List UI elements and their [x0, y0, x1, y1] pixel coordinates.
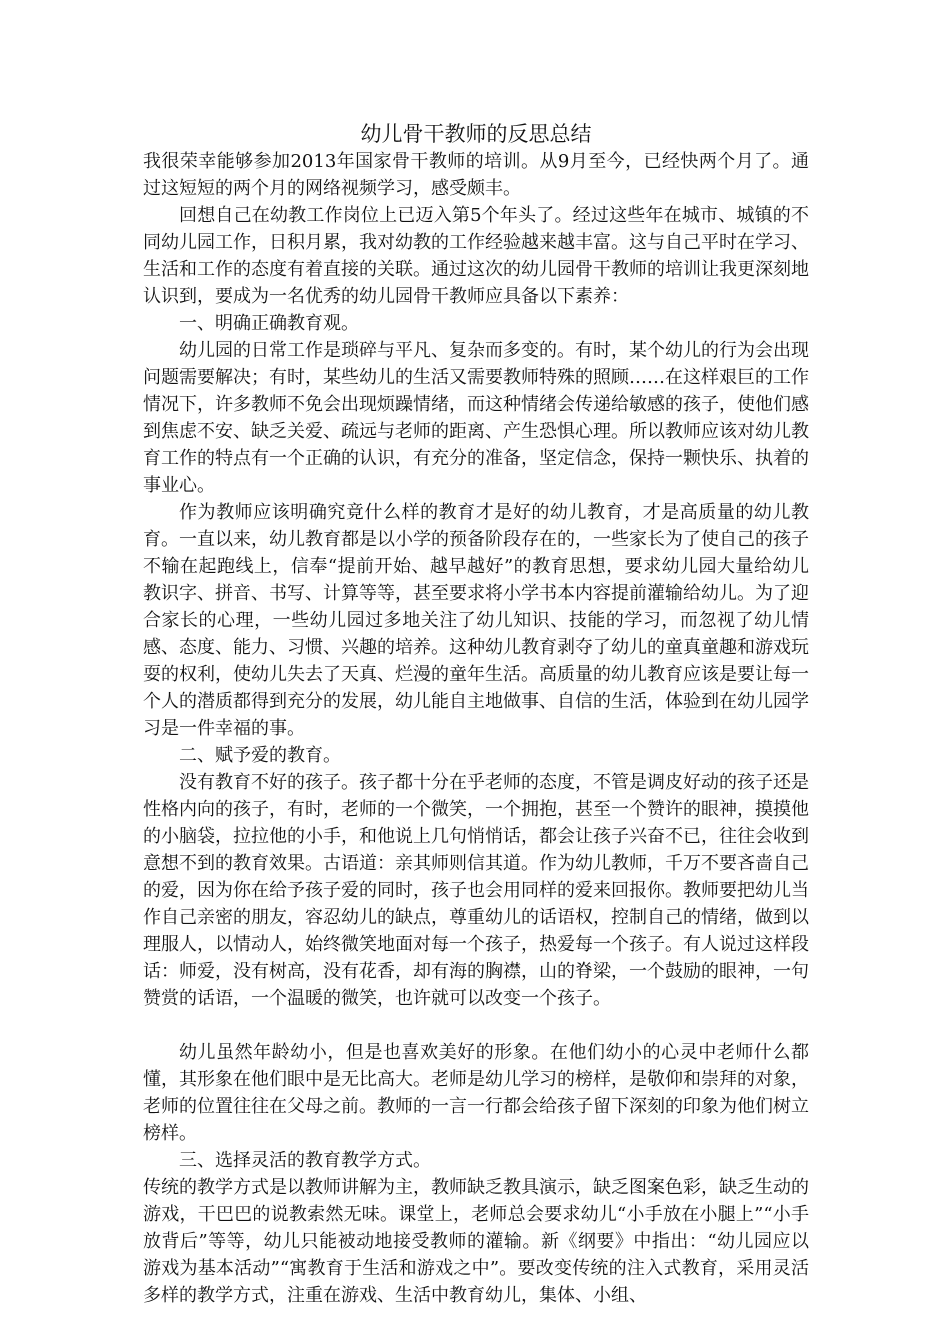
paragraph-intro: 我很荣幸能够参加2013年国家骨干教师的培训。从9月至今，已经快两个月了。通过这短短的两个月的网络视频学习，感受颇丰。 — [143, 151, 809, 199]
document-title: 幼儿骨干教师的反思总结 — [360, 122, 592, 146]
paragraph-quality-education: 作为教师应该明确究竟什么样的教育才是好的幼儿教育，才是高质量的幼儿教育。一直以来，幼儿教育都是以小学的预备阶段存在的，一些家长为了使自己的孩子不输在起跑线上，信奉“提前开始、越早越好”的教育思想，要求幼儿园大量给幼儿教识字、拼音、书写、计算等等，甚至要求将小学书本内容提前灌输给幼儿。为了迎合家长的心理，一些幼儿园过多地关注了幼儿知识、技能的学习，而忽视了幼儿情感、态度、能力、习惯、兴趣的培养。这种幼儿教育剥夺了幼儿的童真童趣和游戏玩耍的权利，使幼儿失去了天真、烂漫的童年生活。高质量的幼儿教育应该是要让每一个人的潜质都得到充分的发展，幼儿能自主地做事、自信的生活，体验到在幼儿园学习是一件幸福的事。 — [143, 502, 809, 739]
blank-line — [143, 1012, 809, 1039]
paragraph-role-model: 幼儿虽然年龄幼小，但是也喜欢美好的形象。在他们幼小的心灵中老师什么都懂，其形象在他们眼中是无比高大。老师是幼儿学习的榜样，是敬仰和崇拜的对象，老师的位置往往在父母之前。教师的一言一行都会给孩子留下深刻的印象为他们树立榜样。 — [143, 1042, 809, 1144]
section-heading-2: 二、赋予爱的教育。 — [179, 745, 341, 766]
section-heading-3: 三、选择灵活的教育教学方式。 — [179, 1150, 431, 1171]
paragraph-teaching-methods: 传统的教学方式是以教师讲解为主，教师缺乏教具演示，缺乏图案色彩，缺乏生动的游戏，干巴巴的说教索然无味。课堂上，老师总会要求幼儿“小手放在小腿上”“小手放背后”等等，幼儿只能被动地接受教师的灌输。新《纲要》中指出：“幼儿园应以游戏为基本活动”“寓教育于生活和游戏之中”。要改变传统的注入式教育，采用灵活多样的教学方式，注重在游戏、生活中教育幼儿，集体、小组、 — [143, 1177, 809, 1306]
paragraph-love-education: 没有教育不好的孩子。孩子都十分在乎老师的态度，不管是调皮好动的孩子还是性格内向的孩子，有时，老师的一个微笑，一个拥抱，甚至一个赞许的眼神，摸摸他的小脑袋，拉拉他的小手，和他说上几句悄悄话，都会让孩子兴奋不已，往往会收到意想不到的教育效果。古语道：亲其师则信其道。作为幼儿教师，千万不要吝啬自己的爱，因为你在给予孩子爱的同时，孩子也会用同样的爱来回报你。教师要把幼儿当作自己亲密的朋友，容忍幼儿的缺点，尊重幼儿的话语权，控制自己的情绪，做到以理服人，以情动人，始终微笑地面对每一个孩子，热爱每一个孩子。有人说过这样段话：师爱，没有树高，没有花香，却有海的胸襟，山的脊梁，一个鼓励的眼神，一句赞赏的话语，一个温暖的微笑，也许就可以改变一个孩子。 — [143, 772, 809, 1009]
section-heading-1: 一、明确正确教育观。 — [179, 313, 359, 334]
paragraph-reflection: 回想自己在幼教工作岗位上已迈入第5个年头了。经过这些年在城市、城镇的不同幼儿园工作，日积月累，我对幼教的工作经验越来越丰富。这与自己平时在学习、生活和工作的态度有着直接的关联。通过这次的幼儿园骨干教师的培训让我更深刻地认识到，要成为一名优秀的幼儿园骨干教师应具备以下素养： — [143, 205, 809, 307]
paragraph-daily-work: 幼儿园的日常工作是琐碎与平凡、复杂而多变的。有时，某个幼儿的行为会出现问题需要解决；有时，某些幼儿的生活又需要教师特殊的照顾……在这样艰巨的工作情况下，许多教师不免会出现烦躁情绪，而这种情绪会传递给敏感的孩子，使他们感到焦虑不安、缺乏关爱、疏远与老师的距离、产生恐惧心理。所以教师应该对幼儿教育工作的特点有一个正确的认识，有充分的准备，坚定信念，保持一颗快乐、执着的事业心。 — [143, 340, 809, 496]
document-body — [143, 118, 809, 1309]
